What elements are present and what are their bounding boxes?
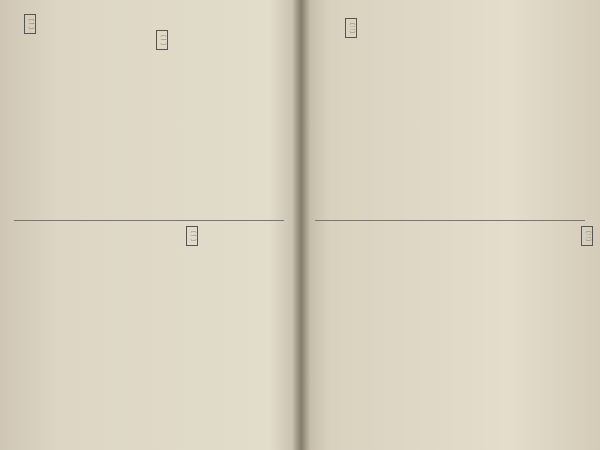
right-page	[305, 0, 600, 450]
margin-note: 〔一〕	[186, 226, 198, 246]
margin-note: 〔一〕	[24, 14, 36, 34]
divider	[315, 220, 585, 221]
margin-note: 〔二〕	[581, 226, 593, 246]
margin-note: 〔二〕	[345, 18, 357, 38]
divider	[14, 220, 284, 221]
margin-note: 〔一〕	[156, 30, 168, 50]
